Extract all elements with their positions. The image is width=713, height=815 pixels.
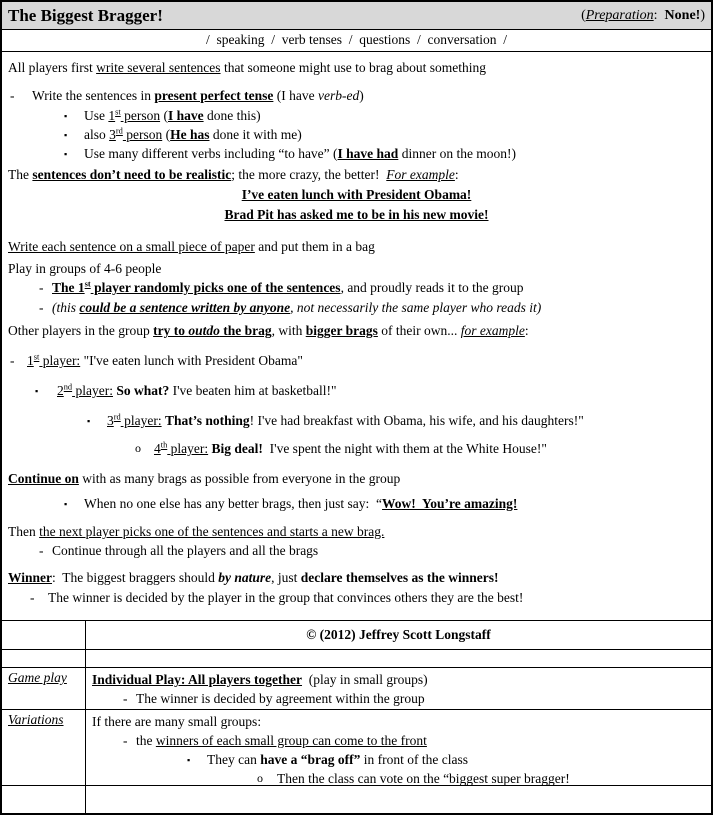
text-segment: He has [170, 127, 210, 142]
text-line [8, 86, 705, 105]
text-segment: outdo [188, 323, 220, 338]
prep-colon: : [653, 7, 665, 23]
variations-label-cell [2, 710, 86, 785]
text-segment: (I have [273, 88, 318, 103]
text-segment: , with [271, 323, 306, 338]
text-segment: Write the sentences in [32, 88, 155, 103]
text-line [92, 712, 705, 731]
text-segment: also [84, 127, 110, 142]
list-marker: - [39, 280, 44, 295]
text-segment: The [8, 167, 33, 182]
text-segment: Continue through all the players and all the brags [52, 543, 319, 558]
text-segment: So what? [116, 383, 170, 398]
text-segment: try to [153, 323, 189, 338]
text-segment: that someone might use to brag about something [220, 60, 487, 75]
text-line [8, 298, 705, 317]
text-segment: 3 [107, 413, 114, 428]
text-segment: person [120, 108, 161, 123]
text-line [8, 321, 705, 340]
text-line [8, 237, 705, 256]
list-marker: ▪ [64, 149, 68, 159]
text-segment: (play in small groups) [302, 672, 428, 687]
list-marker: - [39, 300, 44, 315]
text-segment: in front of the class [360, 752, 468, 767]
text-line [8, 588, 705, 607]
text-line [8, 381, 705, 400]
preparation-note [581, 8, 705, 24]
text-segment: rd [113, 412, 121, 422]
text-segment: Winner [8, 570, 53, 585]
text-line [8, 58, 705, 77]
text-segment: nd [63, 382, 73, 392]
text-segment: The winner is decided by the player in the group that convinces others they are the best! [48, 590, 524, 605]
list-marker: ▪ [64, 111, 68, 121]
text-segment: I have had [337, 146, 399, 161]
game-play-row [2, 668, 711, 710]
text-line [92, 750, 705, 769]
list-marker: ▪ [64, 499, 68, 509]
text-segment: player: [167, 441, 209, 456]
text-segment: Play in groups of 4-6 people [8, 261, 162, 276]
text-segment: : The biggest braggers should [52, 570, 219, 585]
text-segment: player: [72, 383, 113, 398]
text-segment: ( [160, 108, 168, 123]
text-segment: 1 [108, 108, 116, 123]
text-line [8, 106, 705, 125]
text-segment: Then [8, 524, 40, 539]
text-segment: ) [359, 88, 364, 103]
text-line [8, 144, 705, 163]
text-line [92, 689, 705, 708]
list-marker: - [30, 590, 35, 605]
text-segment: with as many brags as possible from everyone in the group [78, 471, 401, 486]
text-line [92, 731, 705, 750]
text-segment: , and proudly reads it to the group [340, 280, 524, 295]
text-segment: st [115, 107, 121, 117]
text-segment: If there are many small groups: [92, 714, 262, 729]
text-segment: Big deal! [211, 441, 263, 456]
list-marker: o [135, 441, 141, 455]
text-segment: st [33, 352, 40, 362]
list-marker: - [10, 88, 15, 103]
text-line [8, 494, 705, 513]
text-segment: Write each sentence on a small piece of paper [8, 239, 255, 254]
text-line [8, 278, 705, 297]
text-segment: I've beaten him at basketball!" [169, 383, 337, 398]
page-title: The Biggest Bragger! [8, 5, 163, 25]
text-segment: (this [52, 300, 80, 315]
text-line [92, 670, 705, 689]
text-segment: could be a sentence written by anyone [79, 300, 291, 315]
text-segment: Brad Pit has asked me to be in his new movie! [224, 207, 489, 222]
text-line [8, 541, 705, 560]
list-marker: ▪ [187, 755, 191, 765]
text-segment: The winner is decided by agreement within the group [136, 691, 425, 706]
text-segment: have a “brag off” [260, 752, 361, 767]
text-line [8, 522, 705, 541]
text-segment: dinner on the moon!) [398, 146, 517, 161]
prep-label: Preparation [585, 7, 654, 23]
text-segment: , not necessarily the same player who reads it) [290, 300, 542, 315]
text-segment: done it with me) [209, 127, 302, 142]
prep-open-paren: ( [581, 7, 586, 23]
text-line [8, 259, 705, 278]
title-bar [2, 2, 711, 30]
text-segment: the brag [219, 323, 272, 338]
text-segment: winners of each small group can come to the front [155, 733, 427, 748]
text-line [8, 351, 705, 370]
text-segment: : [524, 323, 529, 338]
text-segment: ! I've had breakfast with Obama, his wife, and his daughters!" [249, 413, 584, 428]
list-marker: - [123, 733, 128, 748]
spacer-row [2, 650, 711, 668]
text-segment: of their own... [377, 323, 461, 338]
text-segment: 3 [109, 127, 116, 142]
text-segment: Use many different verbs including “to have” ( [84, 146, 338, 161]
copyright-text: © (2012) Jeffrey Scott Longstaff [306, 627, 491, 642]
prep-close-paren: ) [700, 7, 705, 23]
text-line [8, 439, 705, 458]
text-segment: the next player picks one of the sentences and starts a new brag. [39, 524, 385, 539]
text-segment: player: [120, 413, 162, 428]
copyright-row-label-cell [2, 621, 86, 649]
text-segment: st [84, 279, 91, 289]
text-segment: The 1 [52, 280, 85, 295]
text-segment: declare themselves as the winners! [300, 570, 499, 585]
text-line [8, 411, 705, 430]
text-line [92, 769, 705, 785]
text-segment: 2 [57, 383, 64, 398]
text-segment: player: [39, 353, 81, 368]
text-line [8, 205, 705, 224]
text-segment: : [454, 167, 459, 182]
list-marker: ▪ [87, 416, 91, 426]
text-segment: 4 [154, 441, 161, 456]
text-segment: Use [84, 108, 109, 123]
text-line [8, 469, 705, 488]
text-segment: bigger brags [305, 323, 378, 338]
copyright-cell [86, 621, 711, 649]
text-segment: ( [162, 127, 171, 142]
list-marker: - [123, 691, 128, 706]
text-segment: the [136, 733, 156, 748]
text-segment: Wow! You’re amazing! [382, 496, 518, 511]
variations-row [2, 710, 711, 786]
game-play-label: Game play [8, 670, 67, 685]
variations-content [86, 710, 711, 785]
text-segment: ; the more crazy, the better! [231, 167, 387, 182]
text-segment: for example [460, 323, 525, 338]
game-play-label-cell [2, 668, 86, 709]
text-segment: and put them in a bag [254, 239, 375, 254]
text-segment: present perfect tense [154, 88, 274, 103]
category-tags: / speaking / verb tenses / questions / conversation / [2, 30, 711, 52]
text-segment: I have [167, 108, 204, 123]
list-marker: o [257, 771, 263, 785]
text-segment: by nature [218, 570, 272, 585]
text-segment: Other players in the group [8, 323, 154, 338]
text-segment: done this) [203, 108, 261, 123]
text-segment: verb-ed [318, 88, 360, 103]
text-segment: 1 [27, 353, 34, 368]
text-segment: I’ve eaten lunch with President Obama! [241, 187, 472, 202]
text-segment: Individual Play: All players together [92, 672, 303, 687]
list-marker: ▪ [35, 386, 39, 396]
text-line [8, 125, 705, 144]
text-segment: Then the class can vote on the “biggest super bragger! [277, 771, 570, 785]
text-segment: I've spent the night with them at the White House!" [262, 441, 547, 456]
text-line [8, 165, 705, 184]
text-segment: person [122, 127, 163, 142]
instructions-body [2, 52, 711, 621]
text-segment: sentences don’t need to be realistic [32, 167, 232, 182]
copyright-row [2, 621, 711, 650]
text-segment: "I've eaten lunch with President Obama" [80, 353, 303, 368]
text-segment: Continue on [8, 471, 79, 486]
list-marker: ▪ [64, 130, 68, 140]
text-segment: When no one else has any better brags, then just say: “ [84, 496, 383, 511]
text-segment: They can [207, 752, 261, 767]
text-segment: That’s nothing [164, 413, 250, 428]
text-segment: rd [115, 126, 123, 136]
text-line [8, 568, 705, 587]
list-marker: - [39, 543, 44, 558]
text-segment: th [160, 440, 168, 450]
game-play-content [86, 668, 711, 709]
text-segment: , just [271, 570, 301, 585]
prep-value: None! [664, 7, 701, 23]
text-line [8, 185, 705, 204]
text-segment: All players first [8, 60, 97, 75]
variations-label: Variations [8, 712, 64, 727]
list-marker: - [10, 353, 15, 368]
bottom-spacer-row [2, 786, 711, 813]
text-segment: write several sentences [96, 60, 221, 75]
text-segment: For example [386, 167, 455, 182]
text-segment: player randomly picks one of the sentences [90, 280, 341, 295]
